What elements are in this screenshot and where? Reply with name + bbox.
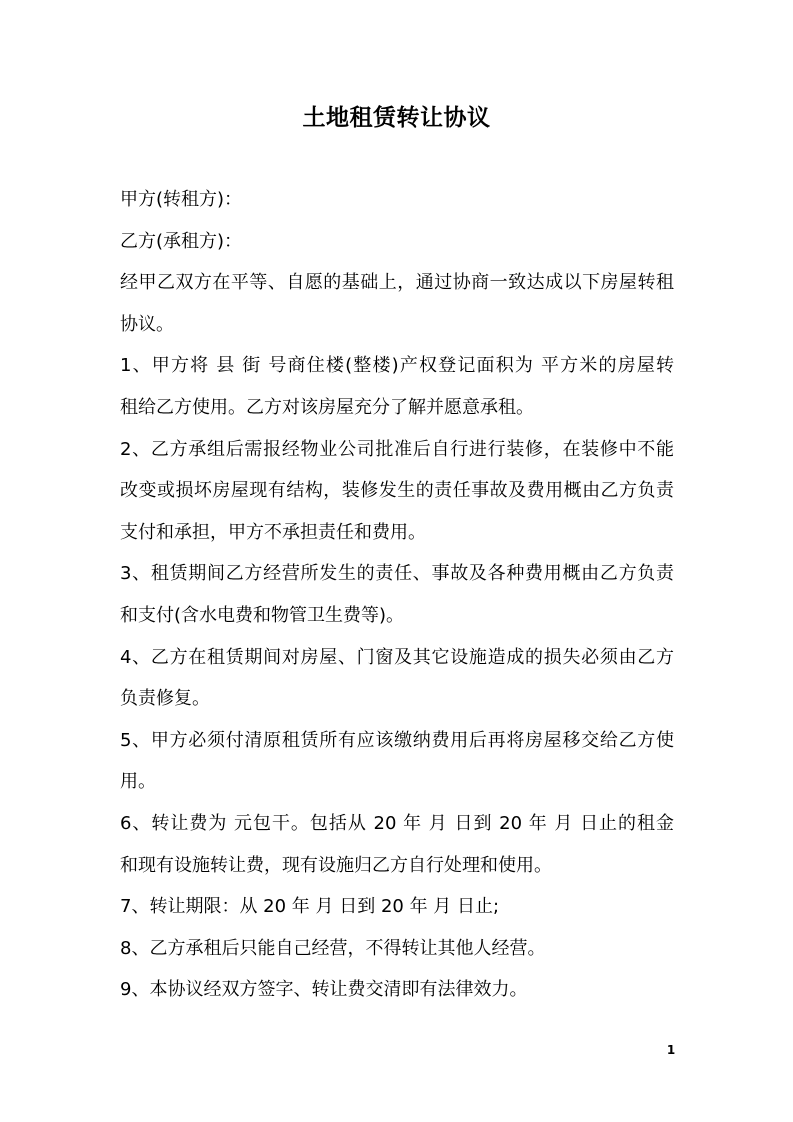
paragraph-line: 负责修复。 — [120, 688, 210, 710]
paragraph-line: 改变或损坏房屋现有结构，装修发生的责任事故及费用概由乙方负责 — [120, 480, 674, 502]
clause-2 — [120, 429, 674, 554]
paragraph-line: 用。 — [120, 771, 156, 793]
paragraph-line: 经甲乙双方在平等、自愿的基础上，通过协商一致达成以下房屋转租 — [120, 272, 674, 294]
paragraph-line: 1、甲方将 县 街 号商住楼(整楼)产权登记面积为 平方米的房屋转 — [120, 355, 674, 377]
clause-4 — [120, 637, 674, 720]
clause-6 — [120, 803, 674, 886]
clause-5 — [120, 720, 674, 803]
party-b-line: 乙方(承租方)： — [120, 230, 243, 252]
clause-7 — [120, 886, 674, 928]
paragraph-line: 协议。 — [120, 313, 174, 335]
paragraph-line: 和现有设施转让费，现有设施归乙方自行处理和使用。 — [120, 854, 552, 876]
clause-3 — [120, 553, 674, 636]
paragraph-line: 9、本协议经双方签字、转让费交清即有法律效力。 — [120, 979, 528, 1001]
clause-1 — [120, 345, 674, 428]
paragraph-line: 8、乙方承租后只能自己经营，不得转让其他人经营。 — [120, 937, 546, 959]
paragraph-line: 3、租赁期间乙方经营所发生的责任、事故及各种费用概由乙方负责 — [120, 563, 674, 585]
party-a-line: 甲方(转租方)： — [120, 189, 243, 210]
paragraph-line: 租给乙方使用。乙方对该房屋充分了解并愿意承租。 — [120, 396, 534, 418]
document-body — [120, 179, 674, 1011]
page-number: 1 — [666, 1043, 676, 1057]
paragraph-line: 7、转让期限：从 20 年 月 日到 20 年 月 日止; — [120, 896, 500, 918]
clause-9 — [120, 969, 674, 1011]
intro-paragraph — [120, 262, 674, 345]
paragraph-line: 6、转让费为 元包干。包括从 20 年 月 日到 20 年 月 日止的租金 — [120, 812, 674, 834]
document-title: 土地租赁转让协议 — [302, 105, 491, 131]
paragraph-line: 5、甲方必须付清原租赁所有应该缴纳费用后再将房屋移交给乙方使 — [120, 729, 674, 751]
clause-8 — [120, 928, 674, 970]
paragraph-line: 和支付(含水电费和物管卫生费等)。 — [120, 604, 405, 626]
paragraph-line: 4、乙方在租赁期间对房屋、门窗及其它设施造成的损失必须由乙方 — [120, 646, 674, 668]
paragraph-line: 支付和承担，甲方不承担责任和费用。 — [120, 521, 426, 543]
paragraph-line: 2、乙方承组后需报经物业公司批准后自行进行装修，在装修中不能 — [120, 438, 674, 460]
